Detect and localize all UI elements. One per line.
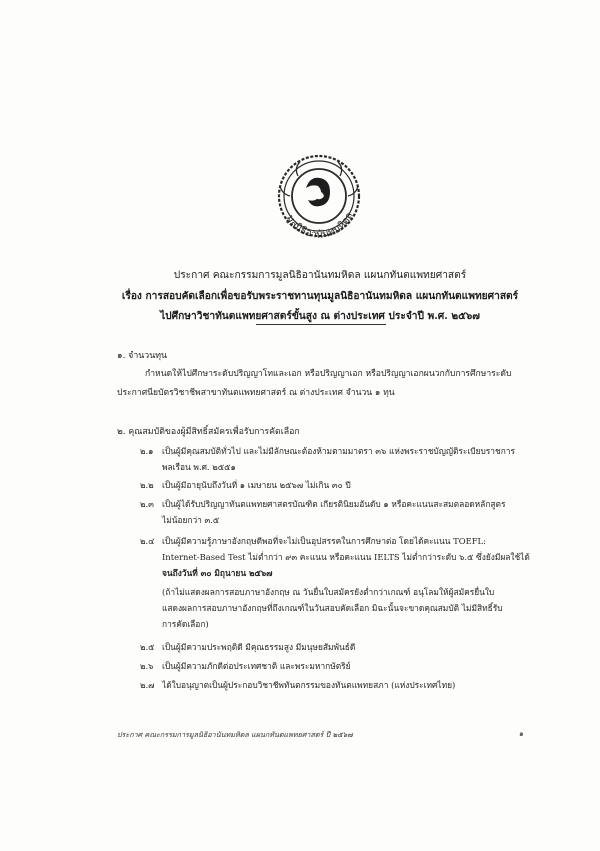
item-2-4-note-1: (ถ้าไม่แสดงผลการสอบภาษาอังกฤษ ณ วันยื่นใบสมัครยังต่ำกว่าเกณฑ์ อนุโลมให้ผู้สมัครยื่นใบ xyxy=(162,587,495,597)
item-text: เป็นผู้มีความประพฤติดี มีคุณธรรมสูง มีมนุษยสัมพันธ์ดี xyxy=(162,642,356,652)
item-2-1-continued: พลเรือน พ.ศ. ๒๕๕๑ xyxy=(162,462,236,472)
section-2-heading: ๒. คุณสมบัติของผู้มีสิทธิ์สมัครเพื่อรับการคัดเลือก xyxy=(117,427,300,437)
seal-caption: มูลนิธิอานันทมหิดล xyxy=(283,210,356,241)
page-footer: ประกาศ คณะกรรมการมูลนิธิอานันทมหิดล แผนกทันตแพทยศาสตร์ ปี ๒๕๖๗ xyxy=(117,730,353,739)
title-line-2: เรื่อง การสอบคัดเลือกเพื่อขอรับพระราชทานทุนมูลนิธิอานันทมหิดล แผนกทันตแพทยศาสตร์ xyxy=(121,290,519,302)
title-divider xyxy=(256,324,386,325)
item-2-4-line-3: จนถึงวันที่ ๓๐ มิถุนายน ๒๕๖๗ xyxy=(162,568,273,578)
item-number: ๒.๕ xyxy=(140,642,155,652)
item-2-5 xyxy=(140,640,355,654)
section-1-para-line-1: กำหนดให้ไปศึกษาระดับปริญญาโทและเอก หรือปริญญาเอก หรือปริญญาเอกผนวกกับการศึกษาระดับ xyxy=(145,369,512,379)
item-text: ได้ใบอนุญาตเป็นผู้ประกอบวิชาชีพทันตกรรมของทันตแพทยสภา (แห่งประเทศไทย) xyxy=(162,680,456,690)
item-2-4-line-2: Internet-Based Test ไม่ต่ำกว่า ๙๓ คะแนน หรือคะแนน IELTS ไม่ต่ำกว่าระดับ ๖.๕ ซึ่งยังมีผลใช้ได้ xyxy=(162,552,530,562)
item-text: เป็นผู้มีความภักดีต่อประเทศชาติ และพระมหากษัตริย์ xyxy=(162,661,351,671)
item-2-4 xyxy=(140,534,486,548)
item-number: ๒.๑ xyxy=(140,446,154,456)
item-2-1 xyxy=(140,444,515,458)
item-2-2 xyxy=(140,478,351,492)
item-number: ๒.๔ xyxy=(140,536,155,546)
section-1-heading: ๑. จำนวนทุน xyxy=(117,351,168,361)
item-number: ๒.๒ xyxy=(140,480,154,490)
page-number: ๑ xyxy=(519,729,524,738)
item-number: ๒.๗ xyxy=(140,680,155,690)
item-2-7 xyxy=(140,678,455,692)
title-line-1: ประกาศ คณะกรรมการมูลนิธิอานันทมหิดล แผนกทันตแพทยศาสตร์ xyxy=(173,270,467,281)
item-2-4-note-3: การคัดเลือก) xyxy=(162,619,209,629)
item-2-3-continued: ไม่น้อยกว่า ๓.๕ xyxy=(162,515,220,525)
item-2-3 xyxy=(140,497,505,511)
item-number: ๒.๓ xyxy=(140,499,154,509)
title-line-3: ไปศึกษาวิชาทันตแพทยศาสตร์ขั้นสูง ณ ต่างประเทศ ประจำปี พ.ศ. ๒๕๖๗ xyxy=(160,310,480,322)
section-1-para-line-2: ประกาศนียบัตรวิชาชีพสาขาทันตแพทยศาสตร์ ณ ต่างประเทศ จำนวน ๑ ทุน xyxy=(117,388,395,398)
item-2-4-note-2: แสดงผลการสอบภาษาอังกฤษที่ถึงเกณฑ์ในวันสอบคัดเลือก มิฉะนั้นจะขาดคุณสมบัติ ไม่มีสิทธิ์รับ xyxy=(162,603,503,613)
item-text: เป็นผู้มีคุณสมบัติทั่วไป และไม่มีลักษณะต้องห้ามตามมาตรา ๓๖ แห่งพระราชบัญญัติระเบียบราชการ xyxy=(162,446,515,456)
item-text: เป็นผู้ได้รับปริญญาทันตแพทยศาสตรบัณฑิต เกียรตินิยมอันดับ ๑ หรือคะแนนสะสมตลอดหลักสูตร xyxy=(162,499,506,509)
item-2-6 xyxy=(140,659,351,673)
foundation-seal-icon xyxy=(270,148,368,252)
announcement-title xyxy=(120,266,520,326)
item-text: เป็นผู้มีอายุนับถึงวันที่ ๑ เมษายน ๒๕๖๗ ไม่เกิน ๓๐ ปี xyxy=(162,480,351,490)
item-text: เป็นผู้มีความรู้ภาษาอังกฤษดีพอที่จะไม่เป็นอุปสรรคในการศึกษาต่อ โดยได้คะแนน TOEFL: xyxy=(162,536,486,546)
item-number: ๒.๖ xyxy=(140,661,154,671)
